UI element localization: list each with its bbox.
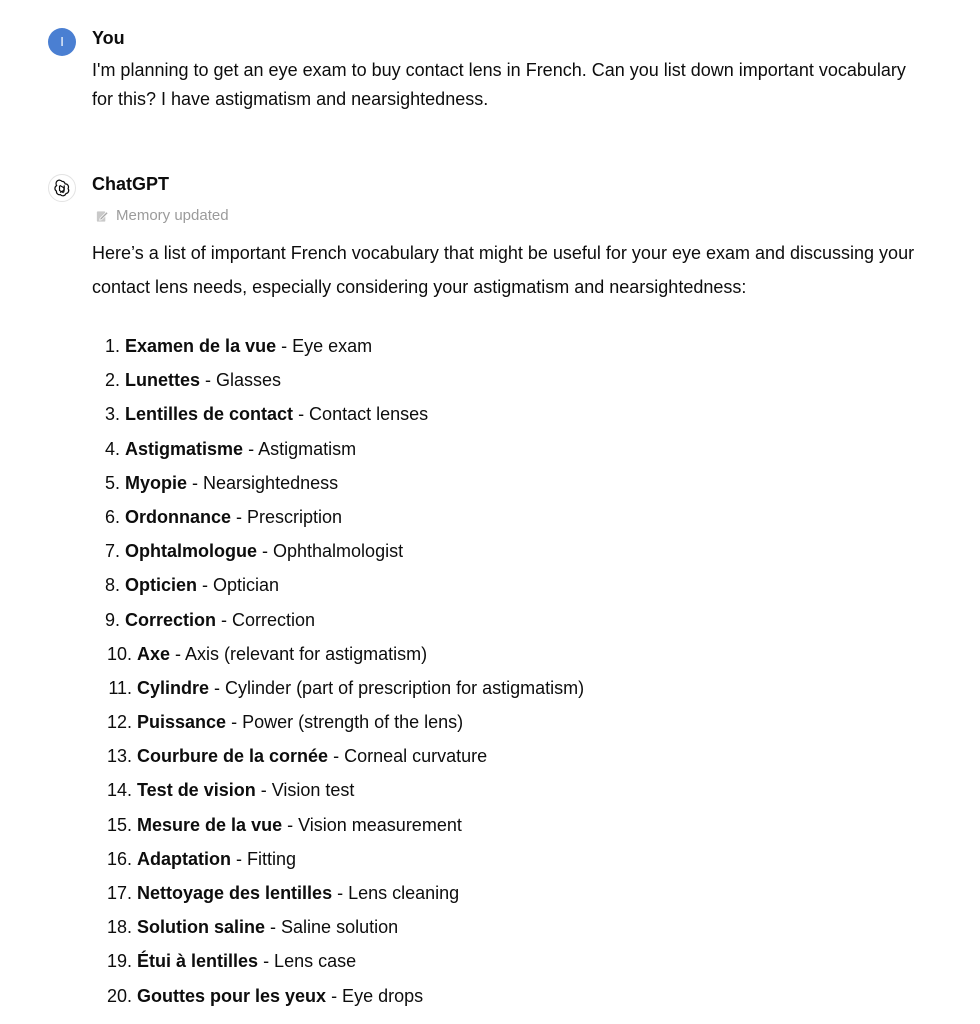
english-translation: - Ophthalmologist <box>257 541 404 562</box>
french-term: Courbure de la cornée <box>137 746 329 767</box>
french-term: Adaptation <box>137 848 232 869</box>
list-item-number: 12. <box>106 712 132 733</box>
french-term: Puissance <box>137 712 227 733</box>
english-translation: - Power (strength of the lens) <box>226 712 464 733</box>
french-term: Astigmatisme <box>125 438 244 459</box>
list-item <box>92 397 584 431</box>
list-item <box>92 466 584 500</box>
list-item <box>92 773 584 807</box>
list-item-number: 7. <box>104 541 120 562</box>
list-item <box>92 603 584 637</box>
english-translation: - Glasses <box>200 370 282 391</box>
list-item <box>92 979 584 1013</box>
list-item <box>92 739 584 773</box>
list-item-number: 8. <box>104 575 120 596</box>
english-translation: - Contact lenses <box>293 404 429 425</box>
french-term: Opticien <box>125 575 198 596</box>
list-item-number: 4. <box>104 438 120 459</box>
list-item-number: 10. <box>106 643 132 664</box>
english-translation: - Fitting <box>231 848 297 869</box>
english-translation: - Vision test <box>255 780 355 801</box>
french-term: Gouttes pour les yeux <box>137 985 327 1006</box>
list-item-number: 20. <box>106 985 132 1006</box>
list-item <box>92 876 584 910</box>
english-translation: - Saline solution <box>265 917 399 938</box>
list-item <box>92 329 584 363</box>
memory-edit-icon <box>95 209 110 224</box>
user-message-text: I'm planning to get an eye exam to buy contact lens in French. Can you list down important vocabulary for this? I have astigmatism and nearsightedness. <box>92 60 906 109</box>
english-translation: - Vision measurement <box>282 814 462 835</box>
list-item <box>92 944 584 978</box>
list-item-number: 14. <box>106 780 132 801</box>
french-term: Ophtalmologue <box>125 541 258 562</box>
list-item-number: 1. <box>104 336 120 356</box>
french-term: Cylindre <box>137 677 210 698</box>
list-item <box>92 910 584 944</box>
french-term: Correction <box>125 609 217 630</box>
user-author-name: You <box>92 28 125 48</box>
list-item-number: 9. <box>104 609 120 630</box>
list-item-number: 17. <box>106 883 132 903</box>
list-item-number: 6. <box>104 506 120 527</box>
list-item <box>92 842 584 876</box>
english-translation: - Eye exam <box>276 336 373 356</box>
english-translation: - Corneal curvature <box>328 746 488 767</box>
french-term: Axe <box>137 643 171 664</box>
english-translation: - Cylinder (part of prescription for astigmatism) <box>209 677 585 698</box>
list-item <box>92 534 584 568</box>
list-item-number: 3. <box>104 404 120 425</box>
english-translation: - Lens case <box>258 951 357 972</box>
list-item-number: 19. <box>106 951 132 972</box>
vocabulary-list <box>92 329 584 1013</box>
french-term: Mesure de la vue <box>137 814 283 835</box>
list-item-number: 18. <box>106 917 132 938</box>
list-item <box>92 568 584 602</box>
list-item-number: 13. <box>106 746 132 767</box>
french-term: Ordonnance <box>125 506 232 527</box>
french-term: Test de vision <box>137 780 256 801</box>
openai-logo-icon <box>48 174 76 202</box>
list-item-number: 16. <box>106 848 132 869</box>
french-term: Lunettes <box>125 370 201 391</box>
assistant-intro-text: Here’s a list of important French vocabulary that might be useful for your eye exam and discussing your contact lens needs, especially considering your astigmatism and nearsightedness: <box>92 243 915 297</box>
user-avatar: I <box>48 28 76 56</box>
list-item <box>92 671 584 705</box>
english-translation: - Eye drops <box>326 985 424 1006</box>
french-term: Nettoyage des lentilles <box>137 883 333 903</box>
french-term: Étui à lentilles <box>137 951 259 972</box>
english-translation: - Prescription <box>231 506 343 527</box>
assistant-author-name: ChatGPT <box>92 174 170 194</box>
french-term: Examen de la vue <box>125 336 277 356</box>
list-item-number: 2. <box>104 370 120 391</box>
list-item <box>92 637 584 671</box>
english-translation: - Astigmatism <box>243 438 357 459</box>
french-term: Myopie <box>125 472 188 493</box>
english-translation: - Correction <box>216 609 316 630</box>
list-item-number: 11. <box>108 677 132 698</box>
list-item <box>92 705 584 739</box>
list-item <box>92 808 584 842</box>
memory-updated-label: Memory updated <box>116 207 229 224</box>
french-term: Solution saline <box>137 917 266 938</box>
english-translation: - Optician <box>197 575 280 596</box>
english-translation: - Lens cleaning <box>332 883 460 903</box>
english-translation: - Axis (relevant for astigmatism) <box>170 643 428 664</box>
list-item <box>92 500 584 534</box>
list-item-number: 15. <box>106 814 132 835</box>
list-item <box>92 432 584 466</box>
list-item-number: 5. <box>104 472 120 493</box>
memory-updated-button[interactable] <box>95 206 229 226</box>
list-item <box>92 363 584 397</box>
french-term: Lentilles de contact <box>125 404 294 425</box>
english-translation: - Nearsightedness <box>187 472 339 493</box>
